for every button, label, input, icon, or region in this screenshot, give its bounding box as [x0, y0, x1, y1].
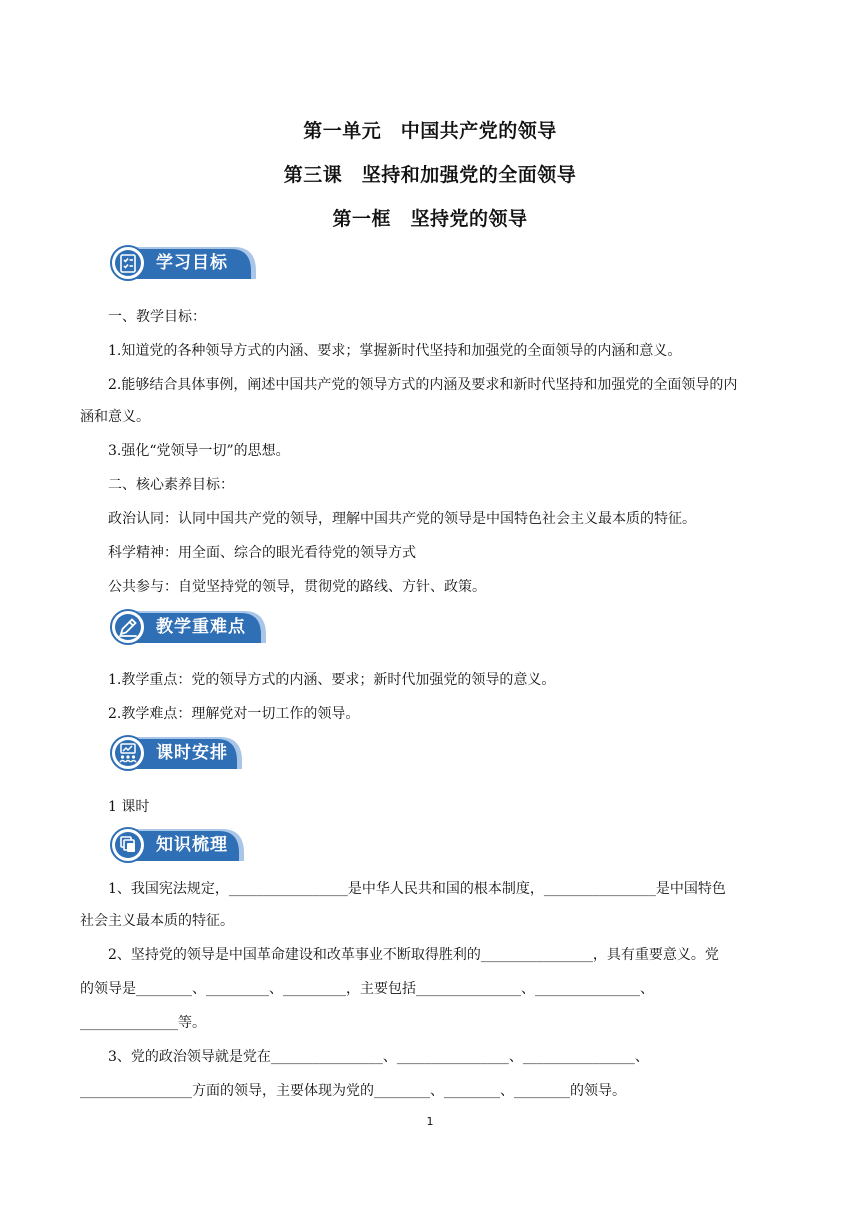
unit-title: 第一单元 中国共产党的领导 — [303, 120, 557, 142]
section-title: 第一框 坚持党的领导 — [332, 208, 528, 230]
political-identity: 政治认同：认同中国共产党的领导，理解中国共产党的领导是中国特色社会主义最本质的特征。 — [108, 511, 696, 527]
knowledge-banner-label: 知识梳理 — [156, 835, 228, 855]
teaching-focus: 1.教学重点：党的领导方式的内涵、要求；新时代加强党的领导的意义。 — [108, 672, 556, 688]
class-hours: 1 课时 — [108, 799, 150, 815]
schedule-banner-label: 课时安排 — [156, 743, 228, 763]
question-3-line-1: 3、党的政治领导就是党在________________、________________、________________、 — [108, 1049, 649, 1065]
question-2-line-2: 的领导是________、_________、_________，主要包括_______________、_______________、 — [80, 981, 654, 997]
public-participation: 公共参与：自觉坚持党的领导，贯彻党的路线、方针、政策。 — [108, 579, 486, 595]
question-1-line-1: 1、我国宪法规定，_________________是中华人民共和国的根本制度，________________是中国特色 — [108, 881, 726, 897]
teaching-goals-heading: 一、教学目标： — [108, 309, 206, 325]
goal-item-2-line-2: 涵和意义。 — [80, 409, 150, 425]
schedule-banner — [110, 735, 242, 771]
goal-item-2-line-1: 2.能够结合具体事例，阐述中国共产党的领导方式的内涵及要求和新时代坚持和加强党的全面领导的内 — [108, 377, 738, 393]
knowledge-banner — [110, 827, 244, 863]
key-points-banner — [110, 609, 266, 645]
core-goals-heading: 二、核心素养目标： — [108, 477, 234, 493]
scientific-spirit: 科学精神：用全面、综合的眼光看待党的领导方式 — [108, 545, 416, 561]
teaching-difficulty: 2.教学难点：理解党对一切工作的领导。 — [108, 706, 360, 722]
goals-banner — [110, 245, 256, 281]
goal-item-3: 3.强化“党领导一切”的思想。 — [108, 443, 290, 459]
question-1-line-2: 社会主义最本质的特征。 — [80, 913, 234, 929]
question-2-line-3: ______________等。 — [80, 1015, 206, 1031]
question-3-line-2: ________________方面的领导，主要体现为党的________、________、________的领导。 — [80, 1083, 626, 1099]
page-number: 1 — [426, 1115, 434, 1128]
lesson-title: 第三课 坚持和加强党的全面领导 — [283, 164, 577, 186]
key-points-banner-label: 教学重难点 — [156, 617, 246, 637]
goals-banner-label: 学习目标 — [156, 253, 228, 273]
question-2-line-1: 2、坚持党的领导是中国革命建设和改革事业不断取得胜利的________________，具有重要意义。党 — [108, 947, 719, 963]
goal-item-1: 1.知道党的各种领导方式的内涵、要求；掌握新时代坚持和加强党的全面领导的内涵和意义。 — [108, 343, 682, 359]
